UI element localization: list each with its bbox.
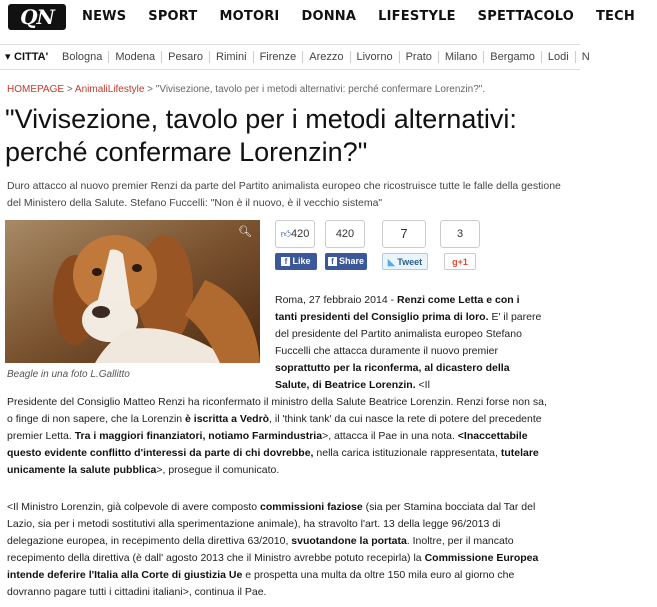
article-subtitle: Duro attacco al nuovo premier Renzi da parte del Partito animalista europeo che ricostruisce tutte le falle della gestione del Ministero della Salute. Stefano Fuccelli: "Non è il nuovo, è il vecchio sistema": [7, 180, 561, 209]
tweet-button[interactable]: ◣ Tweet: [382, 253, 428, 270]
article-title: "Vivisezione, tavolo per i metodi alternativi: perché confermare Lorenzin?": [5, 104, 517, 167]
nav-item-spettacolo[interactable]: SPETTACOLO: [477, 9, 574, 24]
facebook-like-button[interactable]: f Like: [275, 253, 317, 270]
city-link[interactable]: Rimini: [209, 51, 253, 63]
nav-item-lifestyle[interactable]: LIFESTYLE: [378, 9, 456, 24]
nav-item-motori[interactable]: MOTORI: [219, 9, 280, 24]
top-navigation: [0, 0, 635, 36]
nav-item-tech[interactable]: TECH: [595, 9, 635, 24]
google-plus-widget: [440, 220, 482, 270]
facebook-like-widget: [275, 220, 317, 270]
nav-item-sport[interactable]: SPORT: [148, 9, 198, 24]
breadcrumb-current: "Vivisezione, tavolo per i metodi alternativi: perché confermare Lorenzin?".: [155, 84, 486, 95]
article-photo[interactable]: [5, 220, 260, 363]
article-lead: Roma, 27 febbraio 2014 - Renzi come Letta e con i tanti presidenti del Consiglio prima di loro. E' il parere del presidente del Partito animalista europeo Stefano Fuccelli che attacca duramente il nuovo premier soprattutto per la riconferma, al dicastero della Salute, di Beatrice Lorenzin. <Il: [275, 294, 542, 391]
breadcrumb-separator: >: [144, 84, 156, 95]
zoom-icon[interactable]: 🔍︎: [238, 226, 252, 238]
city-link[interactable]: Milano: [438, 51, 483, 63]
thumbs-up-icon: 👍︎: [280, 229, 292, 240]
city-list: [62, 51, 596, 63]
beagle-photo-image: [5, 220, 260, 363]
facebook-icon: f: [281, 257, 290, 266]
main-nav: [82, 9, 657, 24]
breadcrumb-separator: >: [64, 84, 75, 95]
city-link[interactable]: N: [575, 51, 596, 63]
lead-bold: Renzi come Letta e con i tanti presidenti del Consiglio prima di loro.: [275, 294, 520, 323]
nav-item-news[interactable]: NEWS: [82, 9, 127, 24]
article-paragraph: <Il Ministro Lorenzin, già colpevole di avere composto commissioni faziose (sia per Stamina bocciata dal Tar del Lazio, sia per i metodi sostitutivi alla sperimentazione animale), ha stravolto l'art. 13 della legge 96/2013 di delegazione europea, in recepimento della direttiva 63/2010, svuotandone la portata. Inoltre, per il mancato recepimento della direttiva (è dall' agosto 2013 che il Ministro avrebbe potuto recepirla) la Commissione Europea intende deferire l'Italia alla Corte di giustizia Ue e prospetta una multa da oltre 150 mila euro al giorno che dovranno pagare tutti i cittadini italiani>, continua il Pae.: [7, 501, 539, 598]
google-plus-icon: g: [452, 257, 458, 267]
breadcrumb-home-link[interactable]: HOMEPAGE: [7, 84, 65, 95]
tweet-count: 7: [382, 220, 426, 248]
dateline: Roma, 27 febbraio 2014: [275, 294, 388, 306]
facebook-icon: f: [328, 257, 337, 266]
city-link[interactable]: Pesaro: [161, 51, 209, 63]
city-link[interactable]: Lodi: [541, 51, 575, 63]
facebook-share-button[interactable]: f Share: [325, 253, 367, 270]
breadcrumb-section-link[interactable]: AnimaliLifestyle: [74, 84, 145, 95]
facebook-share-count: 420: [325, 220, 365, 248]
location-pin-icon: ▾: [5, 51, 11, 63]
google-plus-button[interactable]: g+1: [444, 253, 476, 270]
twitter-widget: [382, 220, 428, 270]
city-link[interactable]: Bergamo: [483, 51, 541, 63]
breadcrumb: [7, 84, 485, 95]
city-link[interactable]: Bologna: [62, 51, 103, 63]
city-bar: [0, 44, 590, 70]
city-link[interactable]: Modena: [108, 51, 161, 63]
nav-item-donna[interactable]: DONNA: [301, 9, 357, 24]
city-link[interactable]: Livorno: [350, 51, 399, 63]
facebook-like-count: 👍︎420: [275, 220, 315, 248]
city-link[interactable]: Arezzo: [302, 51, 349, 63]
city-label: CITTA': [14, 51, 49, 63]
article-paragraph: Presidente del Consiglio Matteo Renzi ha riconfermato il ministro della Salute Beatrice Lorenzin. Renzi forse non sa, o finge di non sapere, che la Lorenzin è iscritta a Vedrò, il 'think tank' da cui nasce la rete di potere del precedente premier Letta. Tra i maggiori finanziatori, notiamo Farmindustria>, attacca il Pae in una nota. <Inaccettabile questo evidente conflitto d'interessi da parte di chi dovrebbe, nella carica istituzionale rappresentata, tutelare unicamente la salute pubblica>, prosegue il comunicato.: [7, 396, 547, 476]
twitter-bird-icon: ◣: [387, 257, 395, 267]
city-link[interactable]: Prato: [399, 51, 438, 63]
google-plus-count: 3: [440, 220, 480, 248]
photo-caption: Beagle in una foto L.Gallitto: [7, 369, 130, 380]
city-link[interactable]: Firenze: [253, 51, 303, 63]
site-logo[interactable]: QN: [8, 4, 66, 30]
facebook-share-widget: [325, 220, 367, 270]
